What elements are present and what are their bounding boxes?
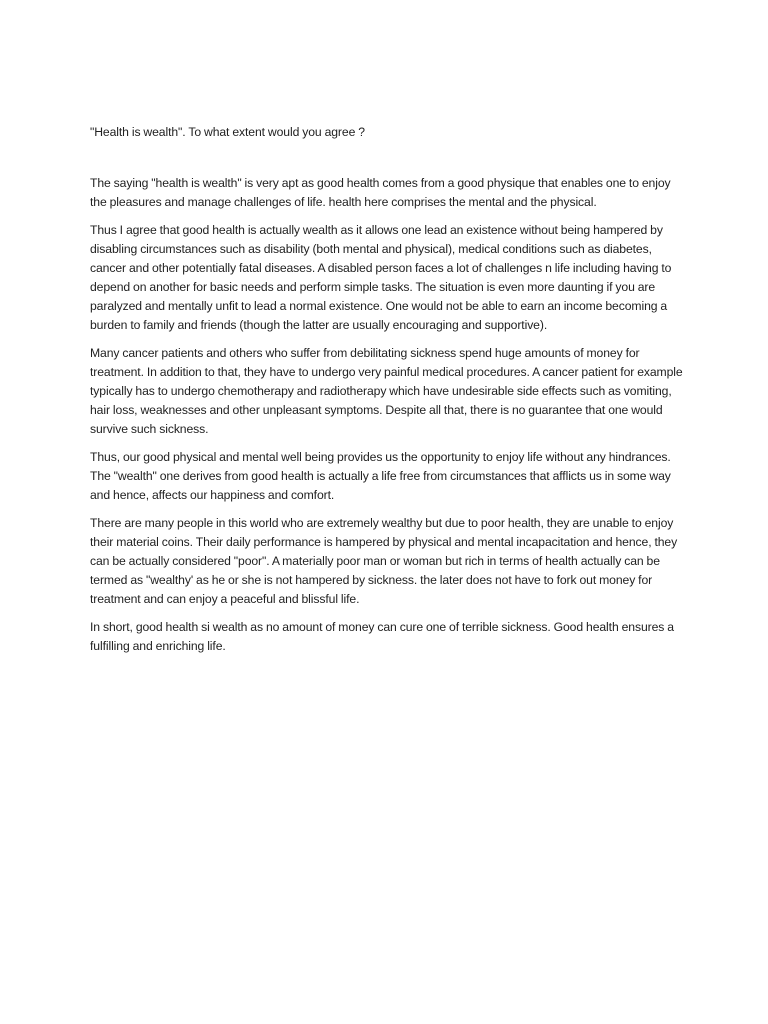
paragraph-wellbeing: Thus, our good physical and mental well being provides us the opportunity to enjoy life without any hindrances. The "wealth" one derives from good health is actually a life free from circumstances that afflicts us in some way and hence, affects our happiness and comfort. xyxy=(90,450,671,502)
paragraph-introduction: The saying "health is wealth" is very apt as good health comes from a good physique that enables one to enjoy the pleasures and manage challenges of life. health here comprises the mental and the physical. xyxy=(90,176,671,209)
document-body xyxy=(90,123,686,665)
paragraph-cancer-patients: Many cancer patients and others who suffer from debilitating sickness spend huge amounts of money for treatment. In addition to that, they have to undergo very painful medical procedures. A cancer patient for example typically has to undergo chemotherapy and radiotherapy which have undesirable side effects such as vomiting, hair loss, weaknesses and other unpleasant symptoms. Despite all that, there is no guarantee that one would survive such sickness. xyxy=(90,346,683,436)
paragraph-conclusion: In short, good health si wealth as no amount of money can cure one of terrible sickness. Good health ensures a fulfilling and enriching life. xyxy=(90,620,674,653)
paragraph-wealthy-people: There are many people in this world who are extremely wealthy but due to poor health, they are unable to enjoy their material coins. Their daily performance is hampered by physical and mental incapacitation and hence, they can be actually considered "poor". A materially poor man or woman but rich in terms of health actually can be termed as "wealthy' as he or she is not hampered by sickness. the later does not have to fork out money for treatment and can enjoy a peaceful and blissful life. xyxy=(90,516,678,606)
paragraph-disability: Thus I agree that good health is actually wealth as it allows one lead an existence without being hampered by disabling circumstances such as disability (both mental and physical), medical conditions such as diabetes, cancer and other potentially fatal diseases. A disabled person faces a lot of challenges n life including having to depend on another for basic needs and perform simple tasks. The situation is even more daunting if you are paralyzed and mentally unfit to lead a normal existence. One would not be able to earn an income becoming a burden to family and friends (though the latter are usually encouraging and supportive). xyxy=(90,223,672,332)
essay-title: "Health is wealth". To what extent would you agree ? xyxy=(90,125,365,139)
